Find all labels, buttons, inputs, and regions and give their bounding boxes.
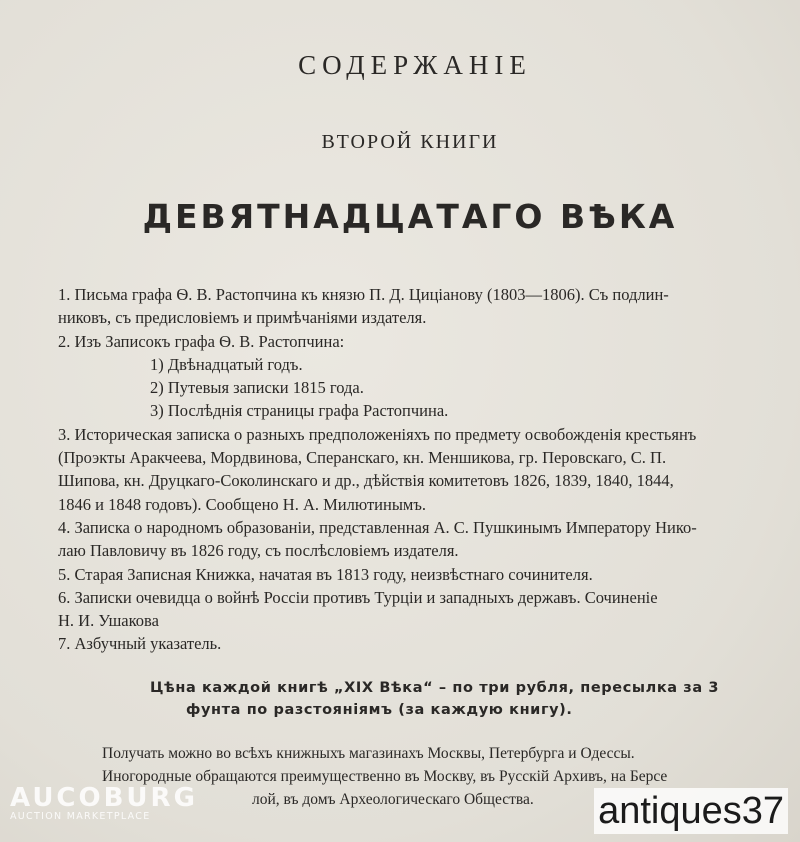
book-title: ДЕВЯТНАДЦАТАГО ВѢКА (142, 197, 678, 236)
contents-line: 1. Письма графа Ѳ. В. Растопчина къ князю П. Д. Цицiанову (1803—1806). Съ подлин- (58, 285, 669, 304)
contents-title: СОДЕРЖАНІЕ (298, 50, 532, 80)
table-of-contents (58, 283, 770, 656)
contents-line: 7. Азбучный указатель. (58, 634, 222, 654)
contents-subitem: 2) Путевыя записки 1815 года. (150, 378, 364, 398)
contents-subitem: 3) Послѣднiя страницы графа Растопчина. (150, 401, 449, 421)
price-line: Цѣна каждой книгѣ „XIX Вѣка“ – по три рубля, пересылка за 3 (150, 680, 720, 696)
contents-line: Шипова, кн. Друцкаго-Соколинскаго и др., дѣйствiя комитетовъ 1826, 1839, 1840, 1844, (58, 471, 674, 491)
ordering-line: Получать можно во всѣхъ книжныхъ магазинахъ Москвы, Петербурга и Одессы. (102, 745, 635, 762)
contents-line: 3. Историческая записка о разныхъ предположенiяхъ по предмету освобожденія крестьянъ (58, 424, 697, 444)
auction-logo-text: AUCOBURG (10, 783, 198, 813)
auction-watermark (10, 783, 210, 822)
contents-line: никовъ, съ предисловiемъ и примѣчанiями издателя. (58, 308, 427, 328)
book-number-subtitle: ВТОРОЙ КНИГИ (321, 131, 499, 153)
ordering-line: лой, въ домъ Археологическаго Общества. (252, 791, 534, 808)
seller-watermark: antiques37 (594, 788, 788, 834)
contents-line: 6. Записки очевидца о войнѣ Россiи противъ Турцiи и западныхъ державъ. Сочиненiе (58, 587, 658, 607)
price-notice (150, 677, 800, 721)
contents-subitem: 1) Двѣнадцатый годъ. (150, 354, 303, 374)
contents-line: лаю Павловичу въ 1826 году, съ послѣсловiемъ издателя. (58, 541, 459, 561)
contents-line: Н. И. Ушакова (58, 611, 159, 631)
contents-line: 5. Старая Записная Книжка, начатая въ 1813 году, неизвѣстнаго сочинителя. (58, 564, 593, 584)
auction-logo-subtext: AUCTION MARKETPLACE (10, 811, 151, 822)
contents-line: 2. Изъ Записокъ графа Ѳ. В. Растопчина: (58, 331, 345, 351)
contents-line: 1846 и 1848 годовъ). Сообщено Н. А. Милютинымъ. (58, 494, 427, 514)
contents-line: (Проэкты Аракчеева, Мордвинова, Сперанскаго, кн. Меншикова, гр. Перовскаго, С. П. (58, 448, 667, 468)
ordering-line: Иногородные обращаются преимущественно въ Москву, въ Русскiй Архивъ, на Берсе (102, 768, 668, 785)
contents-line: 4. Записка о народномъ образованiи, представленная А. С. Пушкинымъ Императору Нико- (58, 517, 697, 537)
price-line: фунта по разстоянiямъ (за каждую книгу). (186, 702, 573, 718)
